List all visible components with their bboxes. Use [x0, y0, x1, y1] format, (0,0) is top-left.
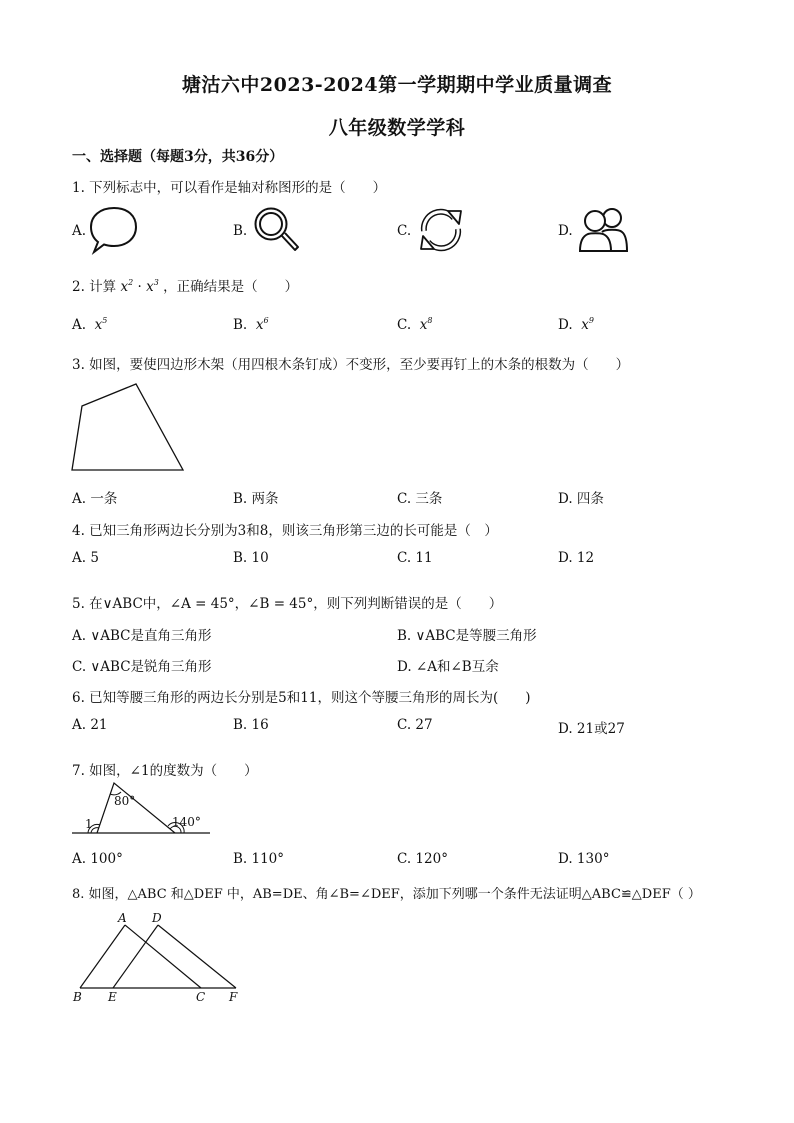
q7-option-c: C. 120°: [397, 851, 448, 867]
exam-title: 塘沽六中2023-2024第一学期期中学业质量调查: [181, 74, 613, 96]
q2-option-d: [558, 316, 594, 333]
q4-option-a: A. 5: [72, 550, 99, 566]
refresh-arrows-icon: [414, 205, 468, 255]
q2-expr-exp2: 3: [153, 278, 159, 287]
users-icon: [578, 205, 630, 253]
q2-option-d-exp: 9: [588, 316, 594, 325]
q2-option-d-base: x: [581, 317, 589, 333]
question-5-text: 5. 在∨ABC中，∠A = 45°，∠B = 45°，则下列判断错误的是（ ）: [72, 596, 503, 612]
q2-option-b-exp: 6: [263, 316, 269, 325]
q1-option-c-label: C.: [397, 223, 412, 239]
q2-expr-base1: x: [120, 279, 129, 295]
q3-option-c: C. 三条: [397, 491, 443, 507]
q3-option-b: B. 两条: [233, 491, 279, 507]
q2-option-c: [397, 316, 432, 333]
q6-option-b: B. 16: [233, 717, 269, 733]
question-2-text: [72, 275, 298, 295]
quadrilateral-figure: [70, 380, 190, 475]
section-heading: 一、选择题（每题3分，共36分）: [72, 149, 284, 165]
q8-point-b: B: [73, 990, 82, 1004]
q8-point-e: E: [108, 990, 117, 1004]
q1-option-d-label: D.: [558, 223, 573, 239]
q3-option-d: D. 四条: [558, 491, 604, 507]
question-4-text: 4. 已知三角形两边长分别为3和8，则该三角形第三边的长可能是（ ）: [72, 523, 498, 539]
q6-option-d: D. 21或27: [558, 721, 625, 737]
q5-option-b: B. ∨ABC是等腰三角形: [397, 628, 537, 644]
question-7-text: 7. 如图，∠1的度数为（ ）: [72, 763, 258, 779]
question-6-text: 6. 已知等腰三角形的两边长分别是5和11，则这个等腰三角形的周长为( ): [72, 690, 531, 706]
q5-option-c: C. ∨ABC是锐角三角形: [72, 659, 212, 675]
q5-option-d: D. ∠A和∠B互余: [397, 659, 499, 675]
q7-option-d: D. 130°: [558, 851, 610, 867]
q7-angle-1-label: 1: [85, 817, 93, 831]
q2-option-c-base: x: [419, 317, 428, 333]
q5-option-a: A. ∨ABC是直角三角形: [72, 628, 212, 644]
question-8-text: 8. 如图，△ABC 和△DEF 中，AB=DE、角∠B=∠DEF，添加下列哪一个条件无法证明△ABC≌△DEF（ ）: [72, 887, 701, 902]
q7-top-angle-label: 80°: [114, 794, 136, 808]
q7-right-angle-label: 140°: [172, 815, 201, 829]
q1-option-a-label: A.: [72, 223, 87, 239]
q2-option-c-exp: 8: [427, 316, 433, 325]
q4-option-d: D. 12: [558, 550, 595, 566]
q2-option-a: [72, 316, 107, 333]
q2-expr-base2: x: [146, 279, 154, 295]
question-3-text: 3. 如图，要使四边形木架（用四根木条钉成）不变形，至少要再钉上的木条的根数为（ ）: [72, 357, 630, 373]
q7-option-b: B. 110°: [233, 851, 285, 867]
q3-option-a: A. 一条: [72, 491, 118, 507]
q4-option-b: B. 10: [233, 550, 269, 566]
q6-option-a: A. 21: [72, 717, 108, 733]
q7-option-a: A. 100°: [72, 851, 123, 867]
exam-subtitle: 八年级数学学科: [328, 117, 466, 139]
q2-option-d-label: D.: [558, 317, 573, 333]
q2-option-c-label: C.: [397, 317, 412, 333]
q2-expr-dot: ·: [137, 279, 142, 295]
q2-option-b: [233, 316, 269, 333]
q2-expr-exp1: 2: [128, 278, 134, 287]
q2-option-a-label: A.: [72, 317, 87, 333]
q8-point-a: A: [118, 911, 127, 925]
q2-option-a-exp: 5: [102, 316, 108, 325]
q4-option-c: C. 11: [397, 550, 433, 566]
magnifier-icon: [252, 205, 302, 255]
q2-option-b-base: x: [255, 317, 264, 333]
q2-suffix: ，正确结果是（ ）: [163, 279, 299, 295]
q6-option-c: C. 27: [397, 717, 433, 733]
q8-point-c: C: [196, 990, 206, 1004]
q8-point-f: F: [229, 990, 238, 1004]
speech-bubble-icon: [88, 205, 140, 255]
q2-option-a-base: x: [94, 317, 103, 333]
q2-option-b-label: B.: [233, 317, 248, 333]
two-triangles-figure: [72, 910, 247, 1010]
q8-point-d: D: [152, 911, 162, 925]
triangle-angle-figure: [70, 780, 215, 840]
question-1-text: 1. 下列标志中，可以看作是轴对称图形的是（ ）: [72, 180, 387, 196]
q1-option-b-label: B.: [233, 223, 248, 239]
q2-prefix: 2. 计算: [72, 279, 117, 295]
